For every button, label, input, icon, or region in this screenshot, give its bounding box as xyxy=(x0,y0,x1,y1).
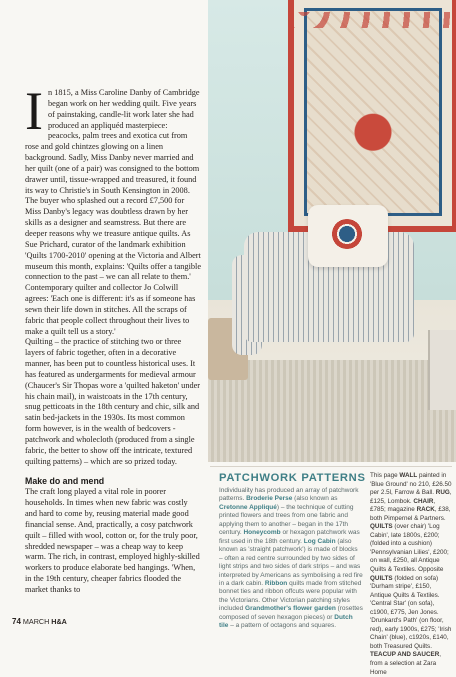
drop-cap: I xyxy=(25,81,43,141)
quilt-cushion xyxy=(308,205,388,267)
magazine-name: H&A xyxy=(51,617,67,626)
article-paragraph: The craft long played a vital role in poorer households. In times when new fabric was costly and hard to come by, reusing material made good financial sense. And, practically, a cosy patchwork quilt – filled with wool, cotton or, for the truly poor, shredded newspaper – was a cheap way to keep warm. The rich, in contrast, employed highly-skilled workers to produce elaborate bed hangings. 'When, in the 19th century, cheaper fabrics flooded the market thanks to xyxy=(25,487,200,594)
side-table xyxy=(428,330,456,410)
room-photo xyxy=(208,0,456,462)
divider xyxy=(210,466,452,467)
issue-month: MARCH xyxy=(22,617,50,626)
section-subhead: Make do and mend xyxy=(25,475,105,486)
wall-quilt xyxy=(288,0,456,232)
article-paragraph: Quilting – the practice of stitching two or three layers of fabric together, often in a decorative manner, has been put to countless historical uses. It has featured as undergarments for medieval armour (Chaucer's Sir Thopas wore a 'quilted haketon' under his chain mail), in waistcoats in the 17th century, snug petticoats in the 18th century and chic, silk and satin bed-jackets in the 1930s. Its most common form however, is in the wealth of bedcovers - patchwork and wholecloth (produced from a single fabric, the better to show off the intricate, textured quilting patterns) – which are so prized today. xyxy=(25,337,201,466)
feature-title: PATCHWORK PATTERNS xyxy=(219,472,366,484)
paragraph-text: n 1815, a Miss Caroline Danby of Cambridge began work on her wedding quilt. Five years of painstaking, candle-lit work later she had produced an appliquéd masterpiece: peacocks, palm trees and exotica cut from rose and gold chintzes glowing on a linen background. Sadly, Miss Danby never married and her quilt (one of a pair) was consigned to the bottom drawer until, tissue-wrapped and treasured, it found its way to Christie's in South Kensington in 2008. xyxy=(25,88,200,195)
shopping-credits: This page WALL painted in 'Blue Ground' no 210, £26.50 per 2.5l, Farrow & Ball. RUG, £125, Lombok. CHAIR, £785; magazine RACK, £38, both Pimpernel & Partners. QUILTS (over chair) 'Log Cabin', late 1800s, £200; (folded into a cushion) 'Pennsylvanian Lilies', £200; on wall, £250, all Antique Quilts & Textiles. Opposite QUILTS (folded on sofa) 'Durham stripe', £150, Antique Quilts & Textiles. 'Central Star' (on sofa), c1900, £775, Jen Jones. 'Drunkard's Path' (on floor, red), early 1900s, £275; 'Irish Chain' (blue), c1920s, £140, both Treasured Quilts. TEACUP AND SAUCER, from a selection at Zara Home xyxy=(370,472,452,676)
article-column xyxy=(25,81,202,596)
page-folio xyxy=(12,617,67,626)
article-paragraph xyxy=(25,81,201,196)
feature-text: Individuality has produced an array of patchwork patterns. Broderie Perse (also known as Cretonne Appliqué) – the technique of cutting printed flowers and trees from one fabric and applying them to another – began in the 17th century. Honeycomb or hexagon patchwork was first used in the 18th century. Log Cabin (also known as 'straight patchwork') is made of blocks – often a red centre surrounded by two sides of light strips and two sides of dark strips – and was interpreted by Americans as symbolising a red fire in a dark cabin. Ribbon quilts made from stitched bonnet ties and ribbon offcuts were popular with the Victorians. Other Victorian patching styles included Grandmother's flower garden (rosettes composed of seven hexagon pieces) or Dutch tile – a pattern of octagons and squares. xyxy=(219,487,363,630)
lily-motif xyxy=(330,219,364,249)
page-number: 74 xyxy=(12,617,21,626)
article-paragraph: The buyer who splashed out a record £7,500 for Miss Danby's legacy was doubtless drawn by her skills as a designer and seamstress. But there are deeper reasons why we treasure antique quilts. As Sue Prichard, curator of the landmark exhibition 'Quilts 1700-2010' opening at the Victoria and Albert museum this month, explains: 'Quilts offer a tangible connection to the past – we can all relate to them.' Contemporary quilter and collector Jo Colwill agrees: 'Each one is different: it's as if someone has sewn their life down in stitches. All the scraps of fabric that people collect throughout their lives to make a quilt tell us a story.' xyxy=(25,196,202,336)
